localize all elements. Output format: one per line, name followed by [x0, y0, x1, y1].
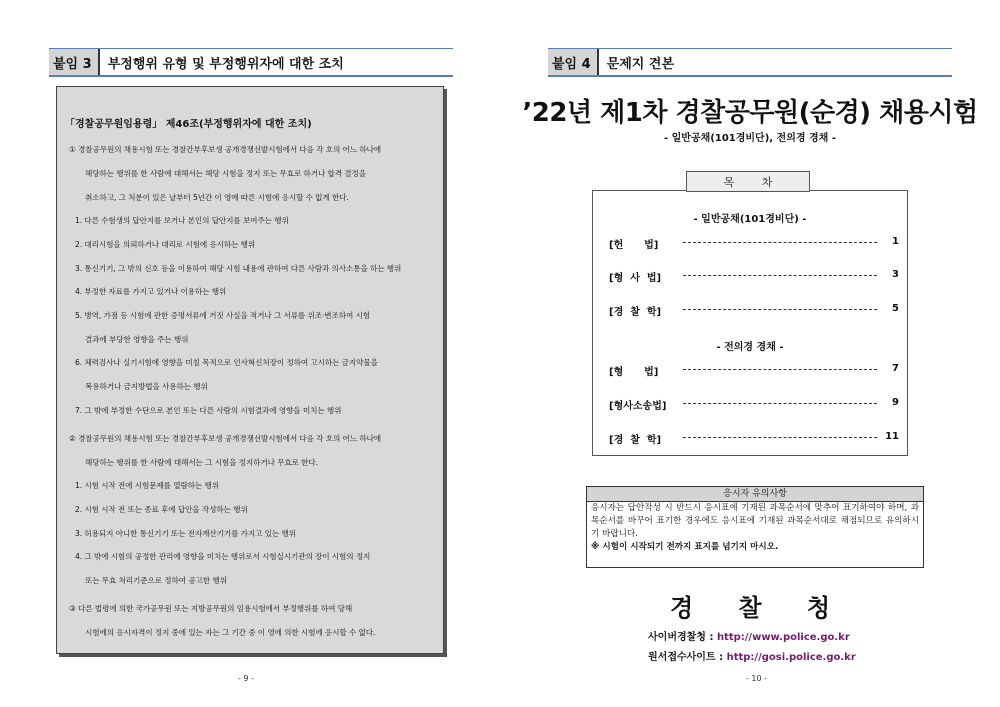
law-line: 7. 그 밖에 부정한 수단으로 본인 또는 다른 사람의 시험결과에 영향을 미치는 행위 [75, 406, 342, 415]
law-line: 복용하거나 금지방법을 사용하는 행위 [85, 382, 208, 391]
toc-leader [683, 403, 877, 404]
law-line: 5. 병역, 가점 등 시험에 관한 증명서류에 거짓 사실을 적거나 그 서류를 위조·변조하여 시험 [75, 311, 370, 320]
toc-item [609, 303, 899, 317]
toc-item-label: [형사소송법] [609, 401, 667, 412]
law-line: ② 경찰공무원의 채용시험 또는 경찰간부후보생 공개경쟁선발시험에서 다음 각 호의 어느 하나에 [69, 434, 382, 443]
toc-item-page: 3 [892, 269, 899, 280]
law-line: 2. 대리시험을 의뢰하거나 대리로 시험에 응시하는 행위 [75, 240, 256, 249]
toc-heading: 목 차 [686, 171, 810, 192]
law-line: 6. 체력검사나 실기시험에 영향을 미칠 목적으로 인사혁신처장이 정하여 고시하는 금지약물을 [75, 358, 378, 367]
link-label: 사이버경찰청 [648, 632, 706, 643]
section-title: 문제지 견본 [606, 56, 675, 72]
law-line: 3. 통신기기, 그 밖의 신호 등을 이용하여 해당 시험 내용에 관하여 다른 사람과 의사소통을 하는 행위 [75, 264, 402, 273]
section-header-3 [49, 48, 453, 77]
law-line: 4. 그 밖에 시험의 공정한 관리에 영향을 미치는 행위로서 시험실시기관의 장이 시험의 정지 [75, 552, 371, 561]
notice-warning: ※ 시험이 시작되기 전까지 표지를 넘기지 마시오. [591, 542, 779, 552]
toc-leader [683, 437, 877, 438]
agency-char: 경 [670, 594, 694, 622]
law-line: 해당하는 행위를 한 사람에 대해서는 그 시험을 정지하거나 무효로 한다. [85, 458, 318, 467]
toc-leader [683, 369, 877, 370]
law-line: 1. 다른 수험생의 답안지를 보거나 본인의 답안지를 보여주는 행위 [75, 216, 289, 225]
toc-item-label: [형 법] [609, 367, 659, 378]
toc-item-label: [형 사 법] [609, 273, 662, 284]
toc-leader [683, 275, 877, 276]
law-title: 「경찰공무원임용령」 제46조(부정행위자에 대한 조치) [65, 119, 312, 130]
law-line: 3. 허용되지 아니한 통신기기 또는 전자계산기기를 가지고 있는 행위 [75, 529, 296, 538]
toc-group-title: - 일반공채(101경비단) - [693, 214, 807, 225]
page-number: - 9 - [238, 674, 254, 683]
page-number: - 10 - [746, 674, 768, 683]
agency-char: 청 [806, 594, 830, 622]
toc-item [609, 431, 899, 445]
law-line: 해당하는 행위를 한 사람에 대해서는 해당 시험을 정지 또는 무효로 하거나 합격 결정을 [85, 169, 367, 178]
website-link-row: 원서접수사이트 : http://gosi.police.go.kr [648, 652, 856, 663]
section-header-4 [548, 48, 952, 77]
toc-item-page: 5 [892, 303, 899, 314]
website-link-row: 사이버경찰청 : http://www.police.go.kr [648, 632, 850, 643]
toc-item-label: [헌 법] [609, 240, 659, 251]
toc-item [609, 397, 899, 411]
law-line: ③ 다른 법령에 의한 국가공무원 또는 지방공무원의 임용시험에서 부정행위를 하여 당해 [69, 604, 353, 613]
agency-name [670, 588, 830, 623]
law-line: 시험에의 응시자격이 정지 중에 있는 자는 그 기간 중 이 영에 의한 시험에 응시할 수 없다. [85, 628, 376, 637]
notice-heading: 응시자 유의사항 [587, 487, 923, 502]
toc-leader [683, 242, 877, 243]
website-link[interactable]: http://www.police.go.kr [716, 632, 850, 643]
exam-subtitle: - 일반공채(101경비단), 전의경 경채 - [664, 133, 836, 144]
law-line: 4. 부정한 자료를 가지고 있거나 이용하는 행위 [75, 287, 227, 296]
link-label: 원서접수사이트 [648, 652, 716, 663]
toc-item-page: 7 [892, 363, 899, 374]
toc-item-page: 9 [892, 397, 899, 408]
toc-box [592, 190, 908, 456]
law-line: 취소하고, 그 처분이 있은 날부터 5년간 이 영에 따른 시험에 응시할 수 없게 한다. [85, 193, 349, 202]
toc-item-page: 11 [885, 431, 899, 442]
law-line: 또는 무효 처리기준으로 정하여 공고한 행위 [85, 576, 227, 585]
section-tag: 붙임 4 [548, 49, 599, 75]
section-tag: 붙임 3 [49, 49, 100, 75]
law-line: 결과에 부당한 영향을 주는 행위 [85, 335, 189, 344]
notice-body: 응시자는 답안작성 시 반드시 응시표에 기재된 과목순서에 맞추어 표기하여야 하며, 과목순서를 바꾸어 표기한 경우에도 응시표에 기재된 과목순서대로 채점되므로 유의하시기 바랍니다. [591, 503, 919, 539]
application-site-link[interactable]: http://gosi.police.go.kr [726, 652, 856, 663]
law-line: 2. 시험 시작 전 또는 종료 후에 답안을 작성하는 행위 [75, 505, 248, 514]
toc-item-page: 1 [892, 236, 899, 247]
toc-item [609, 236, 899, 250]
toc-item [609, 363, 899, 377]
toc-item [609, 269, 899, 283]
law-line: 1. 시험 시작 전에 시험문제를 열람하는 행위 [75, 481, 219, 490]
notice-box [586, 486, 924, 568]
toc-leader [683, 309, 877, 310]
toc-item-label: [경 찰 학] [609, 435, 662, 446]
right-page [500, 0, 1000, 707]
toc-item-label: [경 찰 학] [609, 307, 662, 318]
law-line: ① 경찰공무원의 채용시험 또는 경찰간부후보생 공개경쟁선발시험에서 다음 각 호의 어느 하나에 [69, 145, 382, 154]
section-title: 부정행위 유형 및 부정행위자에 대한 조치 [107, 56, 344, 72]
law-text-box [56, 86, 444, 654]
toc-group-title: - 전의경 경채 - [716, 342, 784, 353]
agency-char: 찰 [738, 594, 762, 622]
exam-title: ’22년 제1차 경찰공무원(순경) 채용시험 [522, 98, 978, 128]
